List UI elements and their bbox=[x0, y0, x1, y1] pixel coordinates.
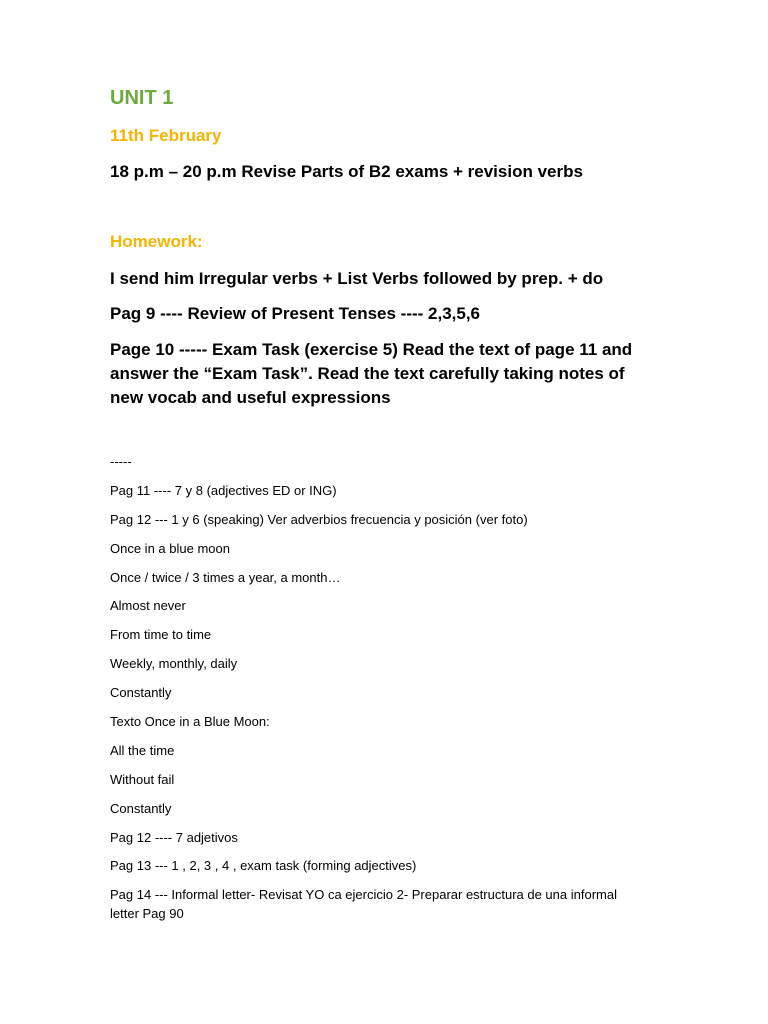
unit-title: UNIT 1 bbox=[110, 87, 174, 109]
note-item: From time to time bbox=[110, 627, 212, 643]
notes-list bbox=[110, 452, 640, 923]
homework-heading: Homework: bbox=[110, 232, 203, 251]
note-item: Constantly bbox=[110, 800, 172, 816]
note-item: Almost never bbox=[110, 598, 186, 614]
note-item: Pag 12 --- 1 y 6 (speaking) Ver adverbios frecuencia y posición (ver foto) bbox=[110, 511, 528, 527]
note-item: Once / twice / 3 times a year, a month… bbox=[110, 569, 341, 585]
note-item: Pag 13 --- 1 , 2, 3 , 4 , exam task (forming adjectives) bbox=[110, 858, 417, 874]
note-item: Constantly bbox=[110, 685, 172, 701]
homework-line: Page 10 ----- Exam Task (exercise 5) Read the text of page 11 and answer the “Exam Task”. Read the text carefully taking notes of new vocab and useful expressions bbox=[110, 340, 633, 407]
note-item: Pag 11 ---- 7 y 8 (adjectives ED or ING) bbox=[110, 482, 337, 498]
note-item: All the time bbox=[110, 742, 175, 758]
homework-line: Pag 9 ---- Review of Present Tenses ---- 2,3,5,6 bbox=[110, 304, 481, 323]
note-item: Without fail bbox=[110, 771, 175, 787]
note-item: Texto Once in a Blue Moon: bbox=[110, 714, 270, 730]
date-heading: 11th February bbox=[110, 126, 222, 145]
note-item: Weekly, monthly, daily bbox=[110, 656, 238, 672]
note-item: Once in a blue moon bbox=[110, 540, 230, 556]
note-item: Pag 12 ---- 7 adjetivos bbox=[110, 829, 238, 845]
schedule-line: 18 p.m – 20 p.m Revise Parts of B2 exams + revision verbs bbox=[110, 162, 583, 181]
note-item: Pag 14 --- Informal letter- Revisat YO ca ejercicio 2- Preparar estructura de una informal letter Pag 90 bbox=[110, 887, 617, 922]
homework-line: I send him Irregular verbs + List Verbs followed by prep. + do bbox=[110, 269, 604, 288]
note-item: ----- bbox=[110, 454, 132, 469]
